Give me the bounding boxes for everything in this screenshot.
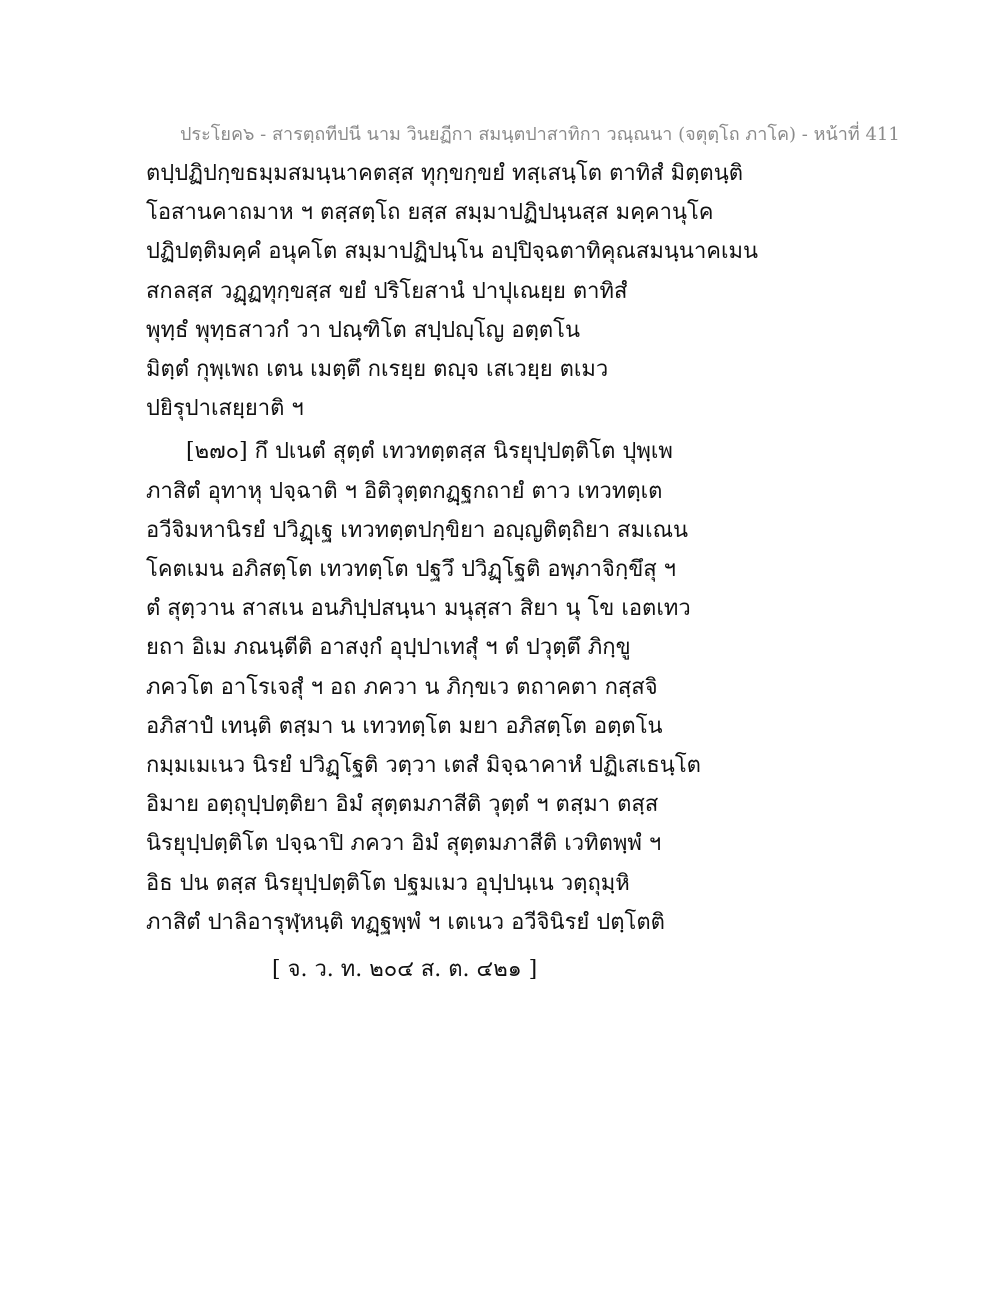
paragraph-2 <box>146 432 866 942</box>
text-line: ภควโต อาโรเจสุํ ฯ อถ ภควา น ภิกฺขเว ตถาคตา กสฺสจิ <box>146 674 658 700</box>
text-line: [๒๗๐] กึ ปเนตํ สุตฺตํ เทวทตฺตสฺส นิรยุปฺปตฺติโต ปุพฺเพ <box>186 439 673 465</box>
reference-citation: [ จ. ว. ท. ๒๐๔ ส. ต. ๔๒๑ ] <box>272 957 538 982</box>
text-line: สกลสฺส วฏฺฏทุกฺขสฺส ขยํ ปริโยสานํ ปาปุเณยฺย ตาทิสํ <box>146 278 628 304</box>
text-line: ยถา อิเม ภณนฺตีติ อาสงฺกํ อุปฺปาเทสุํ ฯ ตํ ปวุตฺตึ ภิกฺขู <box>146 635 631 661</box>
text-line: กมฺมเมเนว นิรยํ ปวิฏฺโฐติ วตฺวา เตสํ มิจฺฉาคาหํ ปฏิเสเธนฺโต <box>146 753 701 779</box>
text-line: อิมาย อตฺถุปฺปตฺติยา อิมํ สุตฺตมภาสีติ วุตฺตํ ฯ ตสฺมา ตสฺส <box>146 792 659 818</box>
text-line: ภาสิตํ ปาลิอารุฬฺหนฺติ ทฏฺฐพฺพํ ฯ เตเนว อวีจินิรยํ ปตฺโตติ <box>146 909 665 935</box>
text-line: มิตฺตํ กุพฺเพถ เตน เมตฺตึ กเรยฺย ตญฺจ เสเวยฺย ตเมว <box>146 357 609 383</box>
text-line: โอสานคาถมาห ฯ ตสฺสตฺโถ ยสฺส สมฺมาปฏิปนฺนสฺส มคฺคานุโค <box>146 200 714 226</box>
text-line: นิรยุปฺปตฺติโต ปจฺฉาปิ ภควา อิมํ สุตฺตมภาสีติ เวทิตพฺพํ ฯ <box>146 831 662 857</box>
page-header: ประโยค๖ - สารตฺถทีปนี นาม วินยฏีกา สมนฺตปาสาทิกา วณฺณนา (จตุตฺโถ ภาโค) - หน้าที่ 411 <box>180 124 900 145</box>
paragraph-1 <box>146 154 866 428</box>
text-line: ภาสิตํ อุทาหุ ปจฺฉาติ ฯ อิติวุตฺตกฏฺฐกถายํ ตาว เทวทตฺเต <box>146 478 663 504</box>
text-line: ปฏิปตฺติมคฺคํ อนุคโต สมฺมาปฏิปนฺโน อปฺปิจฺฉตาทิคุณสมนฺนาคเมน <box>146 239 759 265</box>
text-line: โคตเมน อภิสตฺโต เทวทตฺโต ปฐวึ ปวิฏฺโฐติ อพฺภาจิกฺขึสุ ฯ <box>146 557 677 583</box>
text-line: อภิสาปํ เทนฺติ ตสฺมา น เทวทตฺโต มยา อภิสตฺโต อตฺตโน <box>146 713 663 739</box>
text-line: ตปฺปฏิปกฺขธมฺมสมนฺนาคตสฺส ทุกฺขกฺขยํ ทสฺเสนฺโต ตาทิสํ มิตฺตนฺติ <box>146 161 744 186</box>
text-line: อิธ ปน ตสฺส นิรยุปฺปตฺติโต ปฐมเมว อุปฺปนฺเน วตฺถุมฺหิ <box>146 870 630 896</box>
main-text <box>146 154 866 942</box>
text-line: ปยิรุปาเสยฺยาติ ฯ <box>146 396 304 422</box>
text-line: พุทฺธํ พุทฺธสาวกํ วา ปณฺฑิโต สปฺปญฺโญ อตฺตโน <box>146 317 581 343</box>
text-line: อวีจิมหานิรยํ ปวิฏฺเฐ เทวทตฺตปกฺขิยา อญฺญติตฺถิยา สมเณน <box>146 517 689 543</box>
text-line: ตํ สุตฺวาน สาสเน อนภิปฺปสนฺนา มนุสฺสา สิยา นุ โข เอตเทว <box>146 596 691 622</box>
